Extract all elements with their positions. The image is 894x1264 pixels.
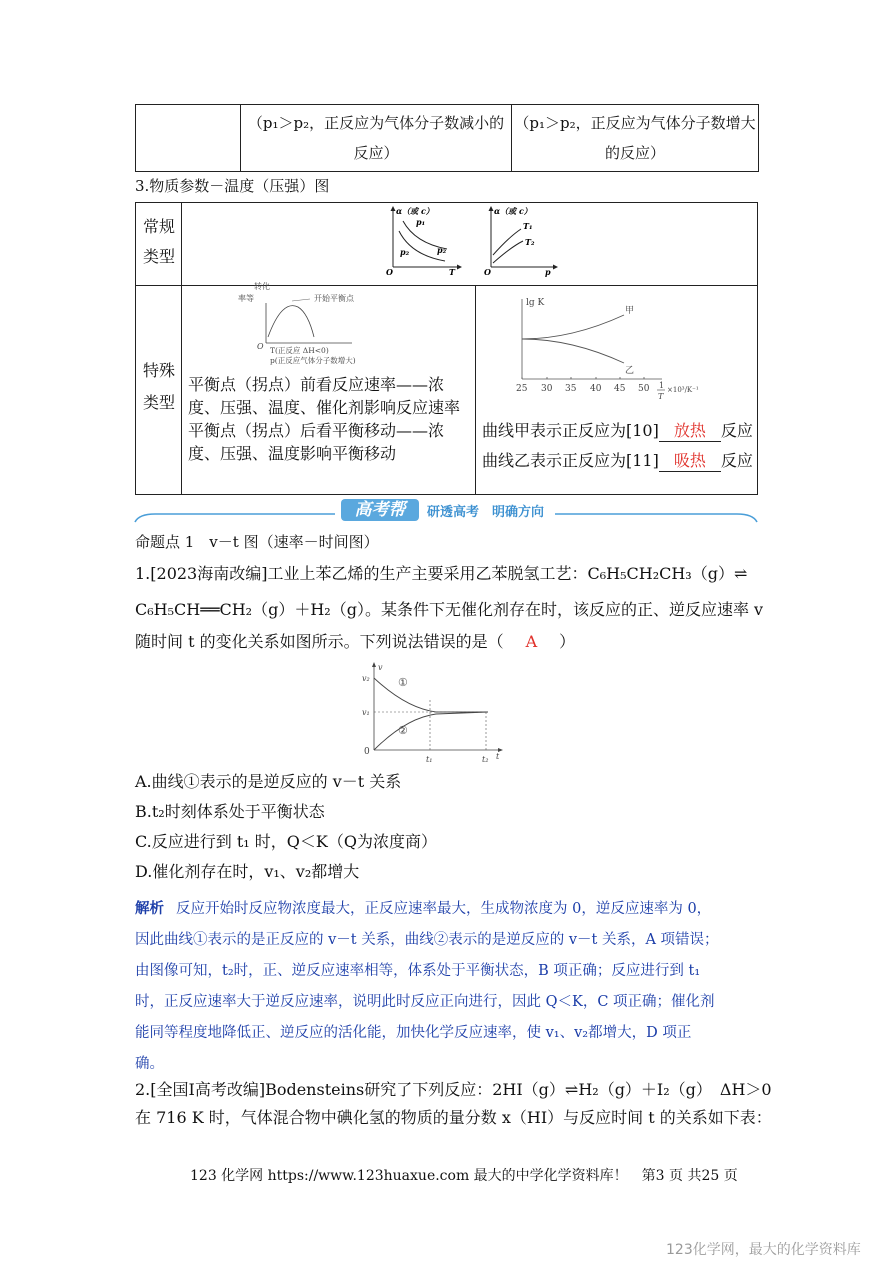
line-b (482, 451, 753, 472)
line-a-prefix: 曲线甲表示正反应为[10] (482, 421, 659, 440)
row2-label-b: 类型 (143, 393, 176, 412)
fig4-curve-b-label: 乙 (625, 366, 635, 376)
q1-graph-v1: v₁ (362, 708, 370, 717)
q1-analysis (135, 893, 760, 1080)
q1-line3-prefix: 随时间 t 的变化关系如图所示。下列说法错误的是（ (135, 632, 520, 651)
q1-line2: C₆H₅CH══CH₂（g）＋H₂（g）。某条件下无催化剂存在时，该反应的正、逆反应速率 v (135, 600, 764, 619)
q1-graph-ylabel: v (378, 663, 383, 672)
q1-option-d: D.催化剂存在时，v₁、v₂都增大 (135, 862, 360, 881)
fig1-ylabel: α（或 c） (396, 206, 434, 216)
fig1-p2-right: p₂ (437, 245, 447, 255)
fig2-alpha-vs-pressure (481, 203, 571, 279)
fig3-xlabel-b: p(正反应气体分子数增大) (270, 356, 356, 365)
watermark: 123化学网，最大的化学资料库 (666, 1242, 861, 1258)
fig2-t1: T₁ (523, 221, 533, 231)
special-line-3: 平衡点（拐点）后看平衡移动——浓 (188, 421, 445, 440)
fig3-xlabel-a: T(正反应 ΔH<0) (270, 346, 329, 355)
q1-option-b: B.t₂时刻体系处于平衡状态 (135, 802, 325, 821)
line-a-answer: 放热 (659, 421, 721, 442)
special-line-4: 度、压强、温度影响平衡移动 (188, 444, 397, 463)
top-table-empty-cell (136, 105, 241, 172)
analysis-line-5: 能同等程度地降低正、逆反应的活化能，加快化学反应速率，使 v₁、v₂都增大，D 项正 (135, 1025, 692, 1041)
analysis-line-1: 解析 反应开始时反应物浓度最大，正反应速率最大，生成物浓度为 0，逆反应速率为 0， (135, 900, 712, 917)
line-b-answer: 吸热 (659, 451, 721, 472)
line-b-prefix: 曲线乙表示正反应为[11] (482, 451, 659, 470)
banner-slogan: 研透高考 明确方向 (427, 505, 545, 520)
top-cell1-line2: 反应） (353, 144, 399, 162)
special-line-1: 平衡点（拐点）前看反应速率——浓 (188, 375, 445, 394)
top-table-cell-2 (512, 105, 759, 172)
row2-label-a: 特殊 (143, 361, 176, 380)
q1-graph-v2: v₂ (362, 674, 370, 683)
fig1-p2-left: p₂ (400, 247, 410, 257)
top-cell2-line2: 的反应） (604, 144, 665, 162)
topic-title: 命题点 1 v－t 图（速率－时间图） (135, 533, 379, 551)
analysis-line-2: 因此曲线①表示的是正反应的 v－t 关系，曲线②表示的是逆反应的 v－t 关系，A 项错误； (135, 932, 719, 948)
fig1-p1: p₁ (416, 217, 426, 227)
special-line-2: 度、压强、温度、催化剂影响反应速率 (188, 398, 461, 417)
fig4-xtick-30: 30 (541, 384, 553, 394)
fig2-t2: T₂ (525, 237, 535, 247)
fig4-curve-a-label: 甲 (625, 306, 635, 316)
line-a-suffix: 反应 (720, 421, 753, 440)
fig1-alpha-vs-temperature (383, 203, 478, 279)
q1-graph-t2: t₂ (482, 755, 489, 764)
q1-graph-curve2: ② (398, 724, 408, 737)
param-table (135, 202, 758, 495)
top-cell1-line1: （p₁＞p₂，正反应为气体分子数减小的 (247, 114, 505, 132)
fig3-origin: O (257, 342, 264, 351)
fig4-xtick-40: 40 (590, 384, 602, 394)
analysis-line-3: 由图像可知，t₂时，正、逆反应速率相等，体系处于平衡状态，B 项正确；反应进行到 t₁ (135, 963, 701, 979)
fig4-xtick-35: 35 (565, 384, 577, 394)
fig4-xtick-25: 25 (516, 384, 528, 394)
analysis-line-6: 确。 (135, 1056, 164, 1072)
fig4-lgk-vs-inverse-T (512, 291, 727, 413)
q1-vt-graph (358, 660, 508, 768)
q1-graph-xlabel: t (496, 752, 500, 761)
fig1-xlabel: T (449, 267, 455, 277)
analysis-line-4: 时，正反应速率大于逆反应速率，说明此时反应正向进行，因此 Q＜K，C 项正确；催化剂 (135, 994, 715, 1010)
q1-line3 (135, 632, 575, 652)
top-table-cell-1 (241, 105, 512, 172)
analysis-label: 解析 (135, 900, 164, 917)
row1-label-b: 类型 (143, 247, 176, 266)
q2-line2: 在 716 K 时，气体混合物中碘化氢的物质的量分数 x（HI）与反应时间 t 的关系如下表： (135, 1108, 772, 1127)
line-a (482, 421, 753, 442)
fig2-xlabel: p (545, 267, 551, 277)
q1-graph-t1: t₁ (426, 755, 433, 764)
line-b-suffix: 反应 (720, 451, 753, 470)
fig3-ylabel-a: 转化 (254, 282, 270, 291)
fig4-xunit-den: T (658, 392, 664, 401)
q1-option-a: A.曲线①表示的是逆反应的 v－t 关系 (135, 772, 402, 791)
top-table (135, 104, 759, 172)
gaokao-banner (135, 498, 757, 524)
fig4-ylabel: lg K (526, 298, 545, 308)
top-cell2-line1: （p₁＞p₂，正反应为气体分子数增大 (514, 114, 756, 132)
fig3-equilibrium-point-graph (238, 282, 418, 367)
q1-graph-curve1: ① (398, 676, 408, 689)
section3-title: 3.物质参数－温度（压强）图 (135, 177, 330, 195)
banner-brand: 高考帮 (354, 500, 406, 520)
q1-answer: A (525, 632, 538, 651)
fig4-xunit-rest: ×10³/K⁻¹ (667, 386, 699, 394)
fig3-ylabel-b: 率等 (238, 294, 254, 303)
q1-line1: 1.[2023海南改编]工业上苯乙烯的生产主要采用乙苯脱氢工艺：C₆H₅CH₂CH₃（g）⇌ (135, 564, 748, 583)
fig4-xtick-45: 45 (614, 384, 626, 394)
q2-line1: 2.[全国Ⅰ高考改编]Bodensteins研究了下列反应：2HI（g）⇌H₂（g）＋I₂（g） ΔH＞0 (135, 1080, 772, 1099)
q1-line3-suffix: ） (543, 632, 576, 651)
row1-label-a: 常规 (143, 217, 176, 236)
special-text (188, 373, 460, 465)
fig1-origin: O (386, 267, 393, 277)
fig2-origin: O (484, 267, 491, 277)
fig3-annotation: 开始平衡点 (314, 294, 354, 303)
fig4-xtick-50: 50 (638, 384, 650, 394)
fig4-xunit-num: 1 (659, 381, 665, 390)
fig2-ylabel: α（或 c） (494, 206, 532, 216)
q1-option-c: C.反应进行到 t₁ 时，Q＜K（Q为浓度商） (135, 832, 437, 851)
page-footer: 123 化学网 https://www.123huaxue.com 最大的中学化学资料库！ 第3 页 共25 页 (190, 1168, 738, 1184)
q1-graph-origin: 0 (364, 747, 370, 757)
